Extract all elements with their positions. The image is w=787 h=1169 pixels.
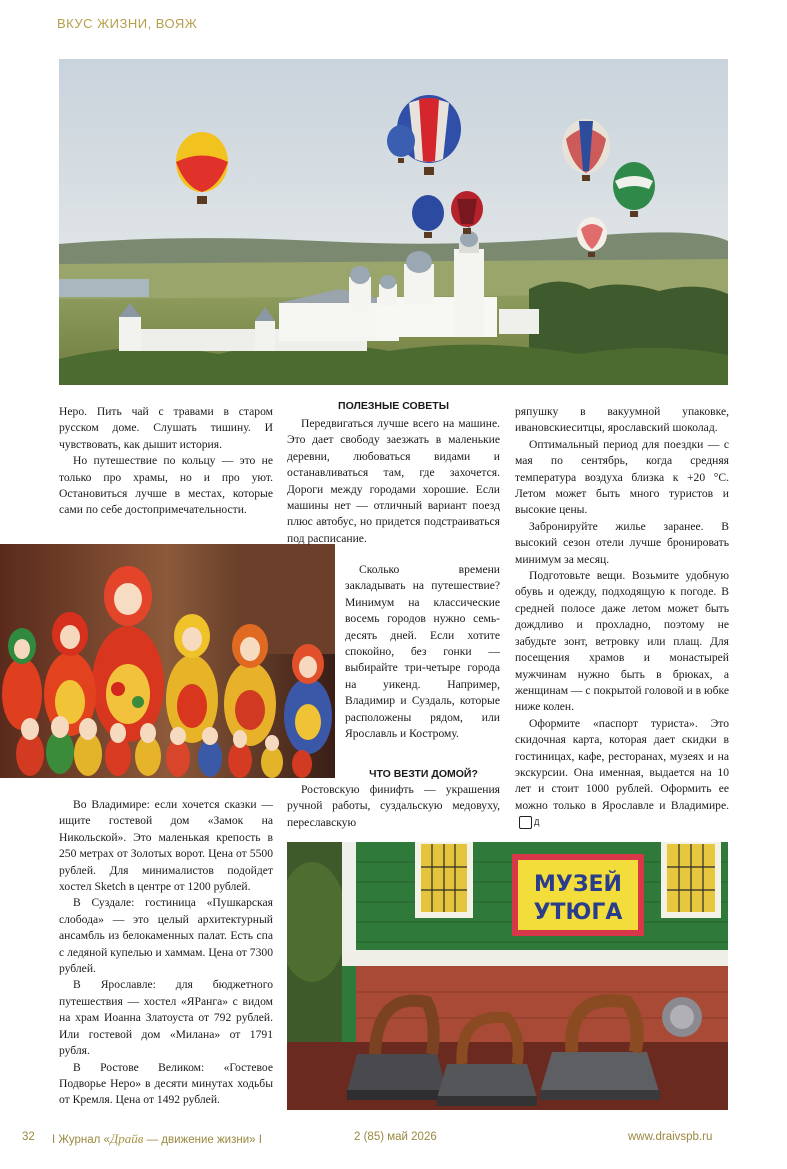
issue-number: 2 (85) май 2026 (354, 1131, 437, 1143)
journal-brand: Драйв (109, 1131, 144, 1146)
heading-useful-tips: ПОЛЕЗНЫЕ СОВЕТЫ (338, 400, 449, 412)
column-2-bottom (287, 766, 500, 831)
paragraph: Забронируйте жилье заранее. В высокий сезон отели лучше бронировать минимум за месяц. (515, 519, 729, 566)
matryoshka-illustration (0, 544, 335, 778)
window-right (661, 842, 721, 918)
page-number: 32 (22, 1131, 35, 1143)
sign-line-1: МУЗЕЙ (534, 872, 622, 897)
column-1-bottom (59, 797, 273, 1109)
journal-name (52, 1131, 262, 1147)
iron-museum-illustration (287, 842, 728, 1110)
paragraph: Во Владимире: если хочется сказки — ищите гостевой дом «Замок на Никольской». Это маленькая крепость в 250 метрах от Золотых ворот. Цена от 5500 рублей. Для минималистов подойдет хостел Sketch в центре от 1200 рублей. (59, 798, 273, 894)
paragraph: ряпушку в вакуумной упаковке, ивановскиеситцы, ярославский шоколад. (515, 405, 729, 435)
sign-line-2: УТЮГА (533, 900, 623, 925)
matryoshka-photo (0, 544, 335, 778)
paragraph: Оптимальный период для поездки — с мая по сентябрь, когда средняя температура воздуха близка к +20 °С. Летом может быть много туристов и высокие цены. (515, 437, 729, 517)
paragraph (515, 716, 729, 831)
passport-text: Оформите «паспорт туриста». Это скидочная карта, которая дает скидки в гостиницах, кафе, ресторанах, музеях и на экскурсии. Она именная, выдается на 10 лет и стоит 1000 рублей. Оформить ее можно только в Ярославле и Владимире. (515, 716, 729, 812)
balloons-photo (59, 59, 728, 385)
museum-sign (512, 854, 644, 936)
column-1-top (59, 404, 273, 519)
website: www.draivspb.ru (628, 1131, 713, 1143)
paragraph: Передвигаться лучше всего на машине. Это дает свободу заезжать в маленькие деревни, любоваться видами и останавливаться там, где захочется. Дороги между городами хорошие. Если машины нет — отличный вариант поезд плюс автобус, но придется подстраиваться под расписание. (287, 417, 500, 545)
paragraph: Ростовскую финифть — украшения ручной работы, суздальскую медовуху, переславскую (287, 783, 500, 829)
journal-suffix: — движение жизни» I (143, 1134, 262, 1146)
heading-what-to-bring: ЧТО ВЕЗТИ ДОМОЙ? (369, 768, 478, 780)
paragraph: Но путешествие по кольцу — это не только про храмы, но и про уют. Остановиться лучше в местах, которые сами по себе достопримечательности. (59, 454, 273, 517)
window-left (415, 842, 473, 918)
section-label: ВКУС ЖИЗНИ, ВОЯЖ (57, 16, 198, 31)
paragraph: В Ярославле: для бюджетного путешествия — хостел «ЯРанга» с видом на храм Иоанна Златоуста от 792 рублей. Или гостевой дом «Милана» от 1791 рубля. (59, 978, 273, 1058)
paragraph: В Ростове Великом: «Гостевое Подворье Неро» в десяти минутах ходьбы от Кремля. Цена от 1492 рублей. (59, 1060, 273, 1107)
paragraph: Подготовьте вещи. Возьмите удобную обувь и одежду, подходящую к погоде. В средней полосе даже летом может быть дождливо и прохладно, поэтому не забудьте зонт, ветровку или плащ. Для посещения храмов и монастырей мужчинам нужно быть в брюках, а женщинам — с покрытой головой и в юбке ниже колен. (515, 569, 730, 714)
paragraph: Неро. Пить чай с травами в старом русском доме. Слушать тишину. И чувствовать, как дышит история. (59, 405, 273, 451)
balloons-illustration (59, 59, 728, 385)
end-of-article-mark: Д (519, 816, 532, 829)
paragraph: В Суздале: гостиница «Пушкарская слобода» — это целый архитектурный ансамбль из белокаменных палат. Есть спа с ледяной купелью и хаммам. Цена от 7300 рублей. (59, 896, 273, 976)
paragraph: Сколько времени закладывать на путешествие? Минимум на классические восемь городов нужно семь-десять дней. Если хотите спокойно, без гонки — выбирайте три-четыре города на уикенд. Например, Владимир и Суздаль, которые расположены рядом, или Ярославль и Кострому. (345, 563, 500, 741)
iron-museum-photo (287, 842, 728, 1110)
column-2-lower (345, 562, 500, 742)
journal-prefix: I Журнал « (52, 1134, 110, 1146)
column-2 (287, 398, 500, 547)
column-3 (515, 404, 729, 831)
